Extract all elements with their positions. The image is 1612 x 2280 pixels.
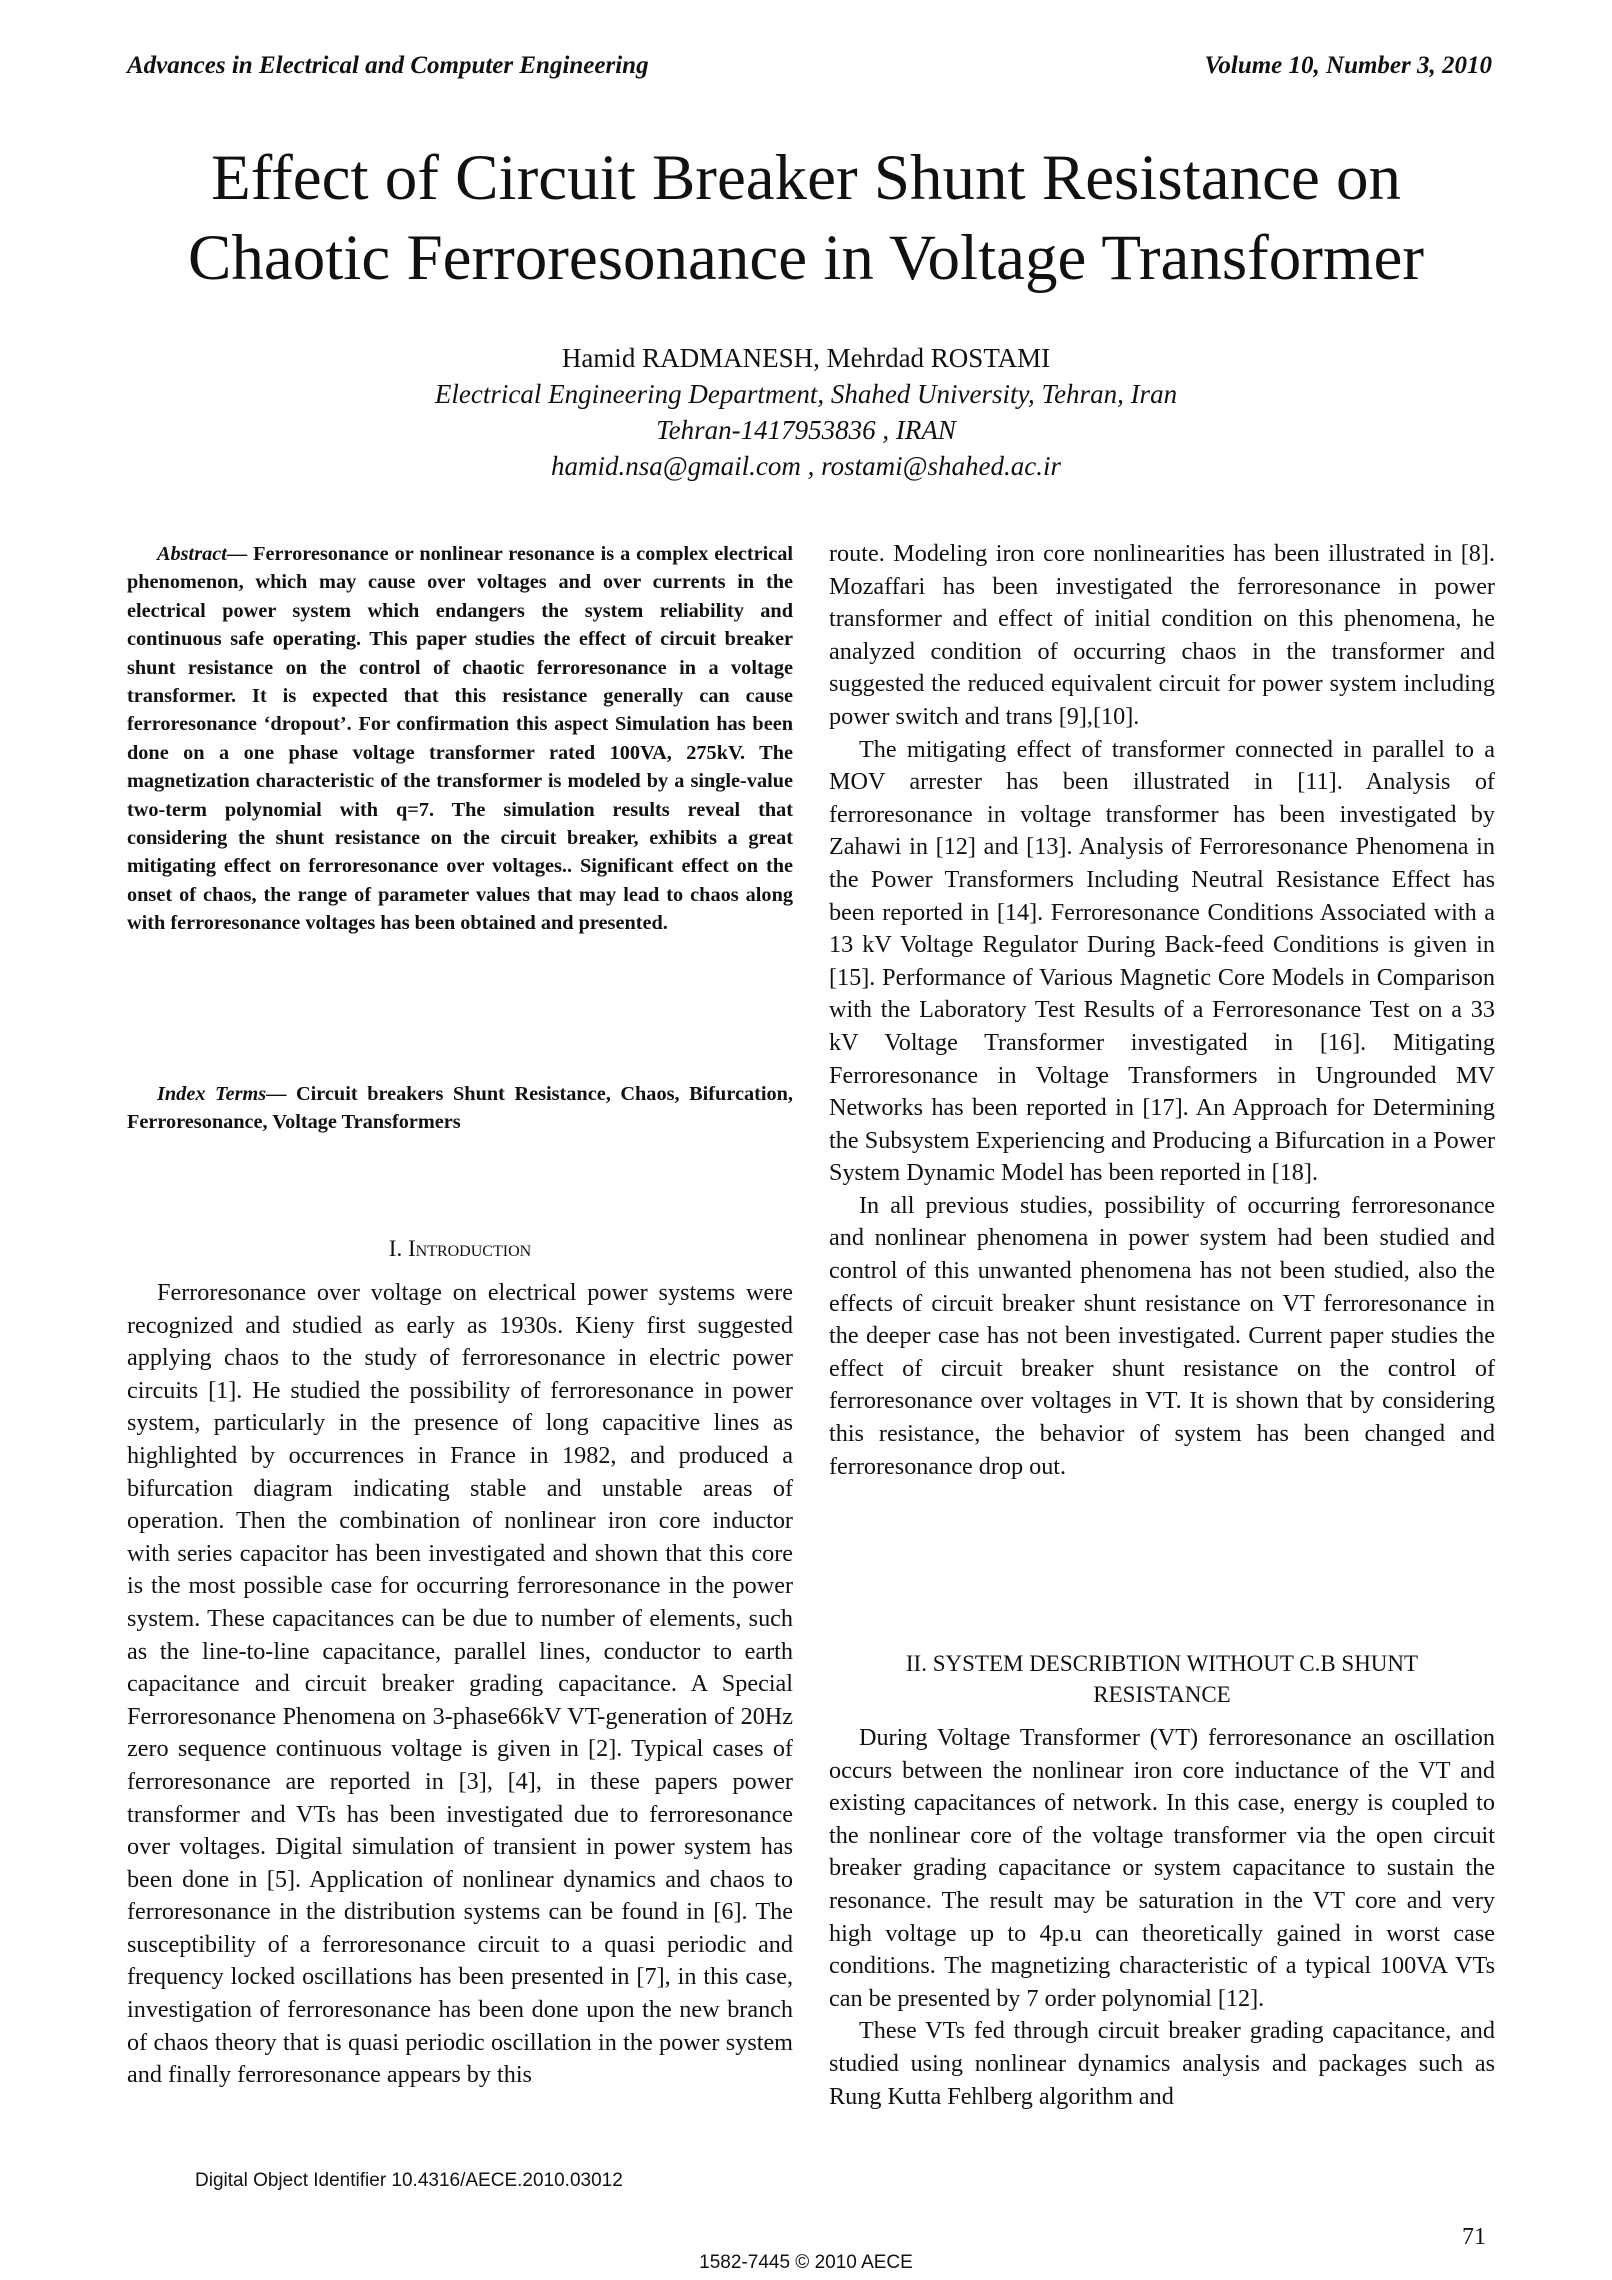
author-affiliation: Electrical Engineering Department, Shahed University, Tehran, Iran: [434, 379, 1178, 409]
section-title-line-2: RESISTANCE: [1093, 1682, 1231, 1707]
abstract-text: Ferroresonance or nonlinear resonance is a complex electrical phenomenon, which may cause over voltages and over currents in the electrical power system which endangers the system reliability and continuous safe operating. This paper studies the effect of circuit breaker shunt resistance on the control of chaotic ferroresonance in a voltage transformer. It is expected that this resistance generally can cause ferroresonance ‘dropout’. For confirmation this aspect Simulation has been done on a one phase voltage transformer rated 100VA, 275kV. The magnetization characteristic of the transformer is modeled by a single-value two-term polynomial with q=7. The simulation results reveal that considering the shunt resistance on the circuit breaker, exhibits a great mitigating effect on ferroresonance over voltages.. Significant effect on the onset of chaos, the range of parameter values that may lead to chaos along with ferroresonance voltages has been obtained and presented.: [127, 543, 793, 935]
section-title: Introduction: [407, 1236, 532, 1261]
author-names: Hamid RADMANESH, Mehrdad ROSTAMI: [561, 343, 1051, 373]
right-column-text: [829, 538, 1495, 1483]
page-number: 71: [1462, 2224, 1486, 2250]
doi-footnote: Digital Object Identifier 10.4316/AECE.2010.03012: [195, 2170, 623, 2191]
index-terms-dash: —: [266, 1083, 297, 1105]
index-terms: [127, 1080, 793, 1137]
title-line-2: Chaotic Ferroresonance in Voltage Transformer: [188, 222, 1424, 294]
paragraph-continued: route. Modeling iron core nonlinearities has been illustrated in [8]. Mozaffari has been investigated the ferroresonance in power transformer and effect of initial condition on this phenomena, he analyzed condition of occurring chaos in the transformer and suggested the reduced equivalent circuit for power system including power switch and trans [9],[10].: [829, 540, 1495, 730]
index-terms-label: Index Terms: [157, 1083, 267, 1105]
section-heading-introduction: [127, 1236, 793, 1262]
introduction-paragraph: Ferroresonance over voltage on electrical power systems were recognized and studied as early as 1930s. Kieny first suggested applying chaos to the study of ferroresonance in electric power circuits [1]. He studied the possibility of ferroresonance in power system, particularly in the presence of long capacitive lines as highlighted by occurrences in France in 1982, and produced a bifurcation diagram indicating stable and unstable areas of operation. Then the combination of nonlinear iron core inductor with series capacitor has been investigated and shown that this core is the most possible case for occurring ferroresonance in the power system. These capacitances can be due to number of elements, such as the line-to-line capacitance, parallel lines, conductor to earth capacitance and circuit breaker grading capacitance. A Special Ferroresonance Phenomena on 3-phase66kV VT-generation of 20Hz zero sequence continuous voltage is given in [2]. Typical cases of ferroresonance are reported in [3], [4], in these papers power transformer and VTs has been investigated due to ferroresonance over voltages. Digital simulation of transient in power system has been done in [5]. Application of nonlinear dynamics and chaos to ferroresonance in the distribution systems can be found in [6]. The susceptibility of a ferroresonance circuit to a quasi periodic and frequency locked oscillations has been presented in [7], in this case, investigation of ferroresonance has been done upon the new branch of chaos theory that is quasi periodic oscillation in the power system and finally ferroresonance appears by this: [127, 1279, 793, 2089]
paper-title: [120, 138, 1492, 298]
abstract-dash: —: [226, 543, 254, 565]
author-address: Tehran-1417953836 , IRAN: [656, 415, 956, 445]
section-heading-system-description: [829, 1648, 1495, 1710]
paragraph: In all previous studies, possibility of occurring ferroresonance and nonlinear phenomena in power system had been studied and control of this unwanted phenomena has not been studied, also the effects of circuit breaker shunt resistance on VT ferroresonance in the deeper case has not been investigated. Current paper studies the effect of circuit breaker shunt resistance on the control of ferroresonance over voltages in VT. It is shown that by considering this resistance, the behavior of system has been changed and ferroresonance drop out.: [829, 1191, 1495, 1480]
system-description-body: [829, 1722, 1495, 2113]
abstract-label: Abstract: [157, 543, 227, 565]
issn-copyright: 1582-7445 © 2010 AECE: [699, 2252, 913, 2273]
author-block: [120, 340, 1492, 484]
section-number: I.: [388, 1236, 408, 1261]
journal-name: Advances in Electrical and Computer Engineering: [127, 52, 649, 79]
author-emails: hamid.nsa@gmail.com , rostami@shahed.ac.ir: [551, 451, 1061, 481]
title-line-1: Effect of Circuit Breaker Shunt Resistance on: [210, 142, 1402, 214]
paragraph: The mitigating effect of transformer connected in parallel to a MOV arrester has been illustrated in [11]. Analysis of ferroresonance in voltage transformer has been investigated by Zahawi in [12] and [13]. Analysis of Ferroresonance Phenomena in the Power Transformers Including Neutral Resistance Effect has been reported in [14]. Ferroresonance Conditions Associated with a 13 kV Voltage Regulator During Back-feed Conditions is given in [15]. Performance of Various Magnetic Core Models in Comparison with the Laboratory Test Results of a Ferroresonance Test on a 33 kV Voltage Transformer investigated in [16]. Mitigating Ferroresonance in Voltage Transformers in Ungrounded MV Networks has been reported in [17]. An Approach for Determining the Subsystem Experiencing and Producing a Bifurcation in a Power System Dynamic Model has been reported in [18].: [829, 735, 1495, 1187]
volume-info: Volume 10, Number 3, 2010: [1204, 52, 1492, 79]
paragraph: During Voltage Transformer (VT) ferroresonance an oscillation occurs between the nonlinear iron core inductance of the VT and existing capacitances of network. In this case, energy is coupled to the nonlinear core of the voltage transformer via the open circuit breaker grading capacitance or system capacitance to sustain the resonance. The result may be saturation in the VT core and very high voltage up to 4p.u can theoretically gained in worst case conditions. The magnetizing characteristic of a typical 100VA VTs can be presented by 7 order polynomial [12].: [829, 1724, 1495, 2012]
section-title-line-1: II. SYSTEM DESCRIBTION WITHOUT C.B SHUNT: [905, 1651, 1419, 1676]
introduction-body: [127, 1277, 793, 2092]
abstract: [127, 540, 793, 938]
paragraph: These VTs fed through circuit breaker grading capacitance, and studied using nonlinear dynamics analysis and packages such as Rung Kutta Fehlberg algorithm and: [829, 2017, 1495, 2110]
index-terms-text: Circuit breakers Shunt Resistance, Chaos, Bifurcation, Ferroresonance, Voltage Transformers: [127, 1083, 793, 1134]
